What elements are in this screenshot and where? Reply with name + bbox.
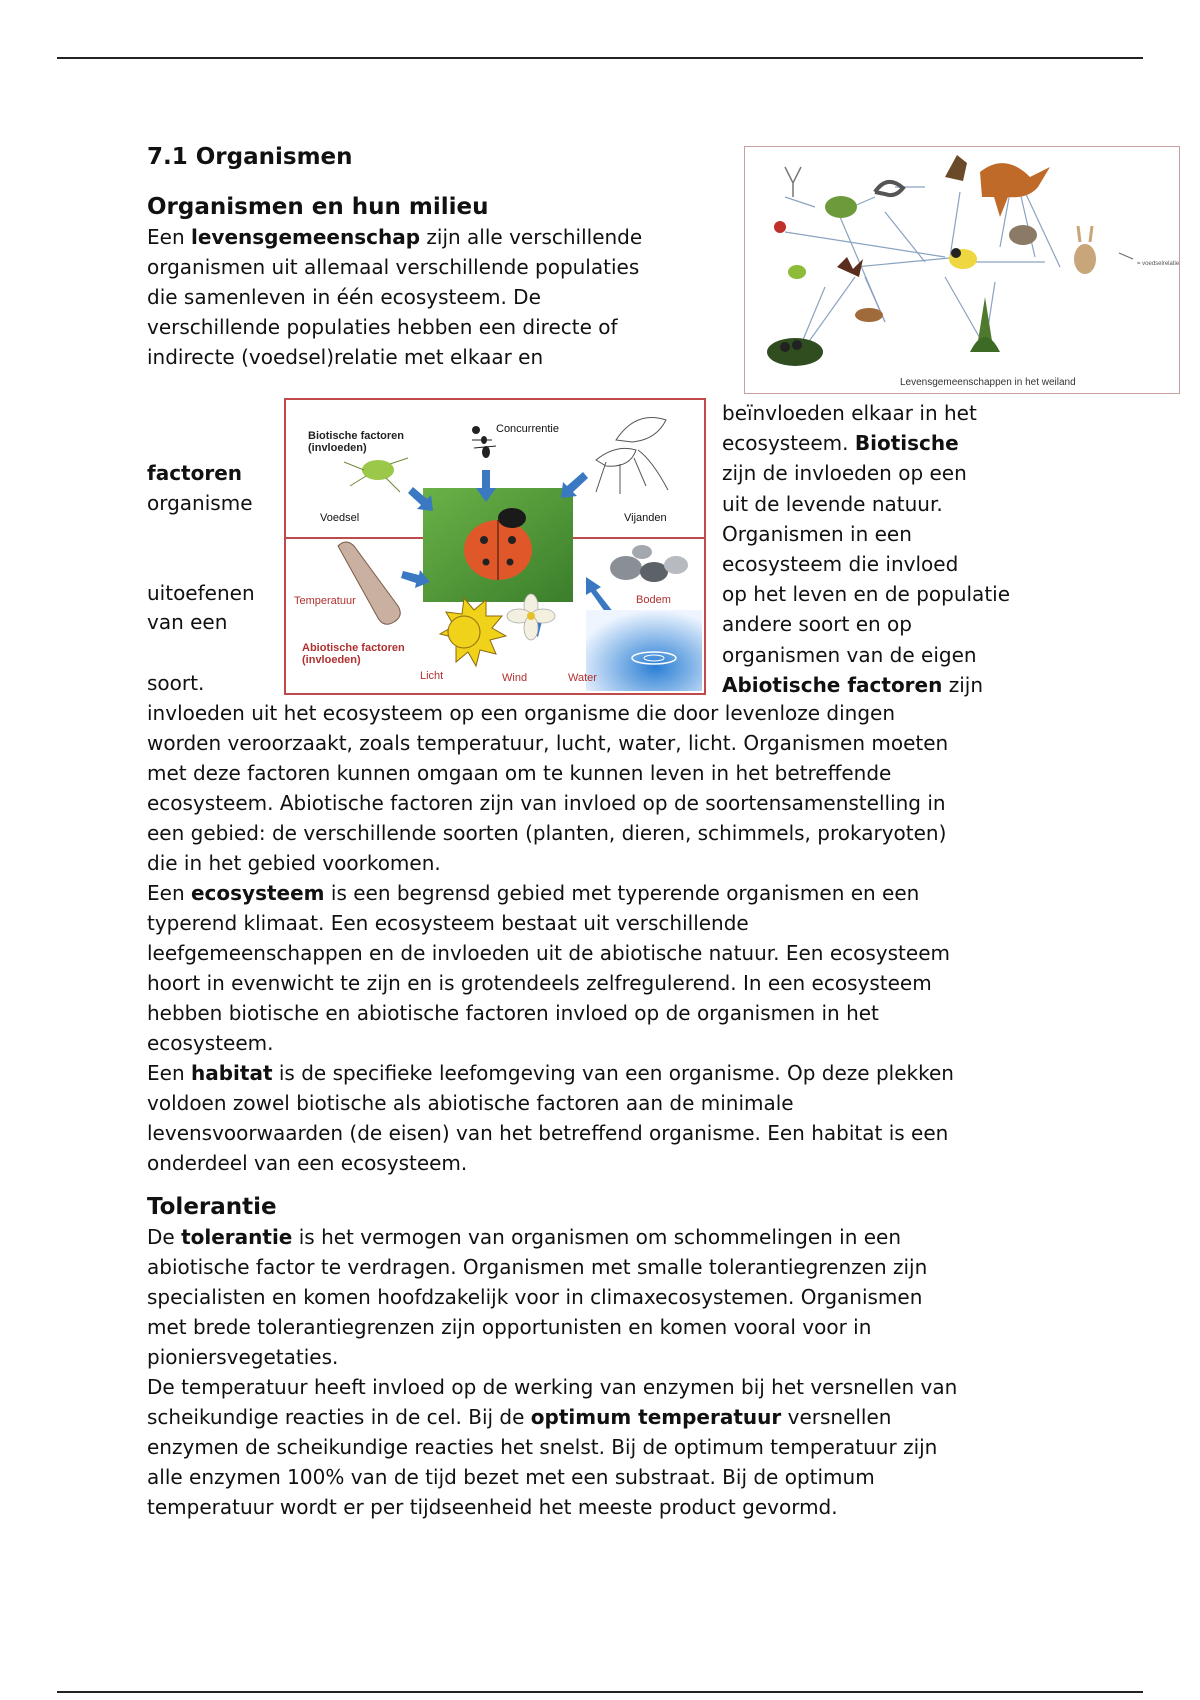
factors-figure [284,398,706,695]
term-ecosysteem: ecosysteem [190,881,325,905]
subheading-organismen: Organismen en hun milieu [147,194,489,220]
temperature-paragraph: De temperatuur heeft invloed op de werking van enzymen bij het versnellen van scheikundige reacties in de cel. Bij de optimum temperatuur versnellen enzymen de scheikundige reacties het snelst. Bij de optimum temperatuur zijn alle enzymen 100% van de tijd bezet met een substraat. Bij de optimum temperatuur wordt er per tijdseenheid het meeste product gevormd. [147,1375,958,1519]
footer-rule [57,1691,1143,1693]
food-web-legend: = voedselrelatie [1137,261,1179,267]
label-light: Licht [420,670,444,682]
label-food: Voedsel [320,512,360,524]
label-abiotic-title: Abiotische factoren (invloeden) [302,642,405,666]
wrap-left-3: uitoefenen [147,581,255,605]
section-title: 7.1 Organismen [147,144,353,170]
label-competition: Concurrentie [496,423,559,435]
ecosystem-paragraph: Een ecosysteem is een begrensd gebied met typerende organismen en een typerend klimaat. Een ecosysteem bestaat uit verschillende leefgemeenschappen en de invloeden uit de abiotische natuur. Een ecosysteem hoort in evenwicht te zijn en is grotendeels zelfregulerend. In een ecosysteem hebben biotische en abiotische factoren invloed op de organismen in het ecosysteem. [147,881,950,1055]
intro-block [147,192,707,372]
body-block [147,698,1047,1522]
label-soil: Bodem [636,594,671,606]
term-biotische: Biotische [854,431,959,456]
term-habitat: habitat [190,1061,273,1085]
wrap-left-5: soort. [147,671,205,695]
food-web-figure [744,146,1180,394]
intro-paragraph: Een levensgemeenschap zijn alle verschillende organismen uit allemaal verschillende populaties die samenleven in één ecosysteem. De verschillende populaties hebben een directe of indirecte (voedsel)relatie met elkaar en [147,225,643,369]
wrap-left-1: factoren [147,461,243,485]
label-biotic-title: Biotische factoren (invloeden) [308,430,404,454]
abiotic-paragraph: invloeden uit het ecosysteem op een organisme die door levenloze dingen worden veroorzaakt, zoals temperatuur, lucht, water, licht. Organismen moeten met deze factoren kunnen omgaan om te kunnen leven in het betreffende ecosysteem. Abiotische factoren zijn van invloed op de soortensamenstelling in een gebied: de verschillende soorten (planten, dieren, schimmels, prokaryoten) die in het gebied voorkomen. [147,701,949,875]
header-rule [57,57,1143,59]
habitat-paragraph: Een habitat is de specifieke leefomgeving van een organisme. Op deze plekken voldoen zowel biotische als abiotische factoren aan de minimale levensvoorwaarden (de eisen) van het betreffend organisme. Een habitat is een onderdeel van een ecosysteem. [147,1061,954,1175]
wrap-left-2: organisme [147,491,253,515]
tolerance-paragraph: De tolerantie is het vermogen van organismen om schommelingen in een abiotische factor te verdragen. Organismen met smalle tolerantiegrenzen zijn specialisten en komen hoofdzakelijk voor in climaxecosystemen. Organismen met brede tolerantiegrenzen zijn opportunisten en komen vooral voor in pioniersvegetaties. [147,1225,928,1369]
term-tolerantie: tolerantie [181,1225,293,1249]
label-enemies: Vijanden [624,512,667,524]
term-levensgemeenschap: levensgemeenschap [190,225,421,249]
food-web-caption: Levensgemeenschappen in het weiland [900,377,1076,388]
wrap-left-4: van een [147,610,228,634]
label-temperature: Temperatuur [294,595,356,607]
label-water: Water [568,672,597,684]
wrap-right: beïnvloeden elkaar in het ecosysteem. Biotische zijn de invloeden op een uit de levende natuur. Organismen in een ecosysteem die invloed op het leven en de populatie andere soort en op organismen van de eigen Abiotische factoren zijn [722,401,1011,697]
term-abiotische-factoren: Abiotische factoren [722,672,943,697]
label-wind: Wind [502,672,528,684]
subheading-tolerantie: Tolerantie [147,1194,277,1220]
term-optimum-temperatuur: optimum temperatuur [530,1405,782,1429]
